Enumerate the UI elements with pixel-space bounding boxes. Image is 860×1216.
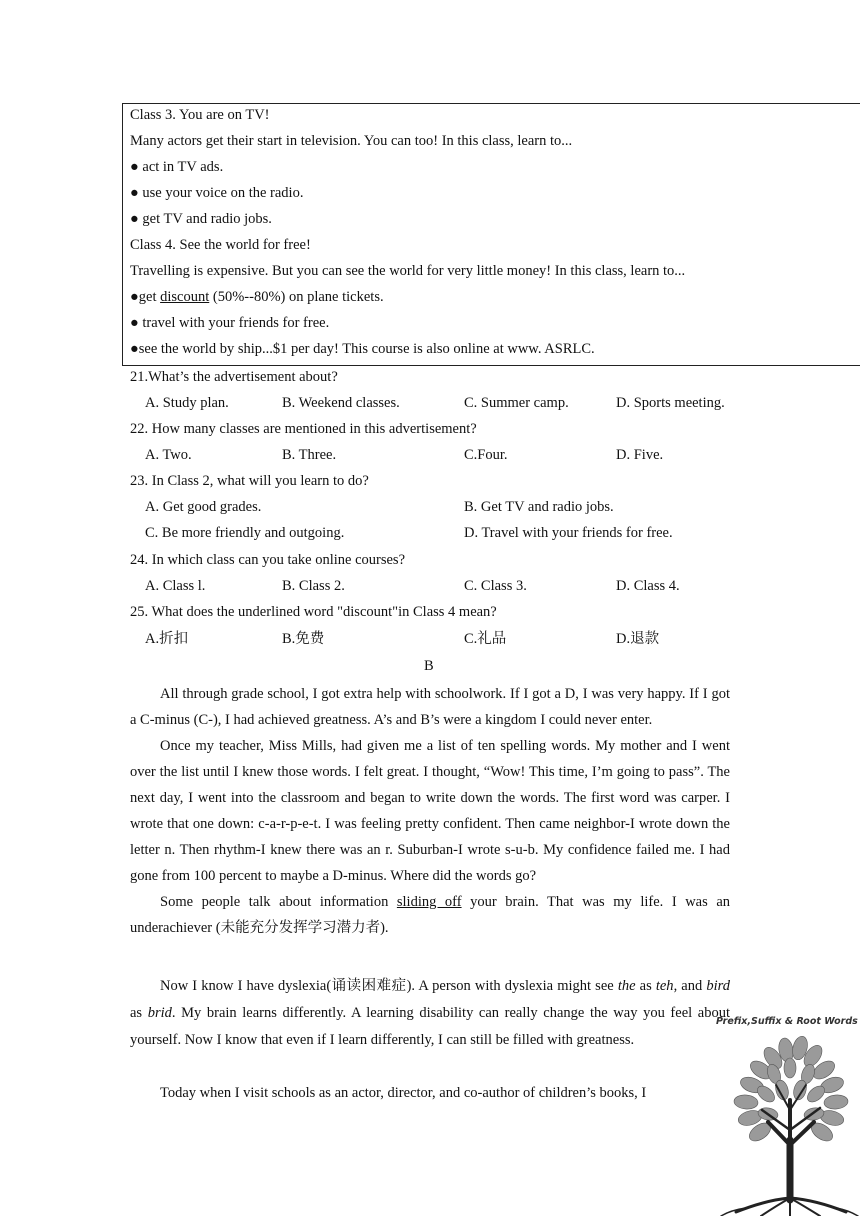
ad-line-class4-item1: ●get discount (50%--80%) on plane tickets. (130, 289, 384, 305)
q23-option-c: C. Be more friendly and outgoing. (145, 525, 345, 541)
paragraph-4: Now I know I have dyslexia(诵读困难症). A person with dyslexia might see the as teh, and bird as brid. My brain learns differently. A learning disability can really change the way you feel about yourself. Now I know that even if I learn differently, I can still be filled with greatness. (130, 978, 730, 1048)
q24-option-a: A. Class l. (145, 578, 206, 594)
q22-option-c: C.Four. (464, 447, 508, 463)
q21-option-a: A. Study plan. (145, 395, 229, 411)
q24-option-c: C. Class 3. (464, 578, 527, 594)
tree-title: Prefix,Suffix & Root Words (716, 1016, 858, 1027)
ad-line-class3-title: Class 3. You are on TV! (130, 107, 270, 123)
paragraph-5-container (130, 1080, 690, 1106)
ad-line-class4-intro: Travelling is expensive. But you can see the world for very little money! In this class, learn to... (130, 263, 686, 279)
paragraph-5: Today when I visit schools as an actor, director, and co-author of children’s books, I (160, 1085, 647, 1101)
q25-option-b: B.免费 (282, 631, 325, 647)
question-22: 22. How many classes are mentioned in this advertisement? (130, 421, 477, 437)
q25-option-c: C.礼品 (464, 631, 507, 647)
q24-option-d: D. Class 4. (616, 578, 680, 594)
section-heading: B (424, 658, 434, 674)
ad-line-class3-intro: Many actors get their start in television. You can too! In this class, learn to... (130, 133, 573, 149)
q24-option-b: B. Class 2. (282, 578, 345, 594)
q23-option-d: D. Travel with your friends for free. (464, 525, 673, 541)
passage-body-lower (130, 973, 730, 1054)
tree-illustration (716, 1030, 860, 1216)
q21-option-d: D. Sports meeting. (616, 395, 725, 411)
q22-option-d: D. Five. (616, 447, 664, 463)
passage-body (130, 681, 730, 941)
question-25: 25. What does the underlined word "discount"in Class 4 mean? (130, 604, 497, 620)
q21-option-c: C. Summer camp. (464, 395, 569, 411)
paragraph-3: Some people talk about information sliding off your brain. That was my life. I was an underachiever (未能充分发挥学习潜力者). (130, 894, 730, 936)
ad-line-class4-item3: ●see the world by ship...$1 per day! This course is also online at www. ASRLC. (130, 341, 595, 357)
question-24: 24. In which class can you take online courses? (130, 552, 406, 568)
paragraph-1: All through grade school, I got extra help with schoolwork. If I got a D, I was very happy. If I got a C-minus (C-), I had achieved greatness. A’s and B’s were a kingdom I could never enter. (130, 686, 730, 728)
question-23: 23. In Class 2, what will you learn to do? (130, 473, 369, 489)
underlined-word-discount: discount (160, 289, 210, 305)
question-21: 21.What’s the advertisement about? (130, 369, 338, 385)
underlined-phrase-sliding-off: sliding off (396, 894, 462, 910)
ad-line-class3-item3: ● get TV and radio jobs. (130, 211, 272, 227)
paragraph-2: Once my teacher, Miss Mills, had given me a list of ten spelling words. My mother and I went over the list until I knew those words. I felt great. I thought, “Wow! This time, I’m going to pass”. The next day, I went into the classroom and began to write down the words. The first word was carper. I wrote that one down: c-a-r-p-e-t. I was feeling pretty confident. Then came neighbor-I wrote down the letter n. Then rhythm-I knew there was an r. Suburban-I wrote s-u-b. My confidence failed me. I had gone from 100 percent to maybe a D-minus. Where did the words go? (130, 738, 730, 884)
q22-option-b: B. Three. (282, 447, 337, 463)
ad-line-class3-item2: ● use your voice on the radio. (130, 185, 304, 201)
ad-line-class4-title: Class 4. See the world for free! (130, 237, 311, 253)
q23-option-a: A. Get good grades. (145, 499, 262, 515)
q23-option-b: B. Get TV and radio jobs. (464, 499, 614, 515)
q21-option-b: B. Weekend classes. (282, 395, 400, 411)
q25-option-d: D.退款 (616, 631, 660, 647)
ad-line-class3-item1: ● act in TV ads. (130, 159, 224, 175)
q22-option-a: A. Two. (145, 447, 192, 463)
ad-line-class4-item2: ● travel with your friends for free. (130, 315, 330, 331)
q25-option-a: A.折扣 (145, 631, 189, 647)
word-tree-image (716, 1016, 860, 1216)
